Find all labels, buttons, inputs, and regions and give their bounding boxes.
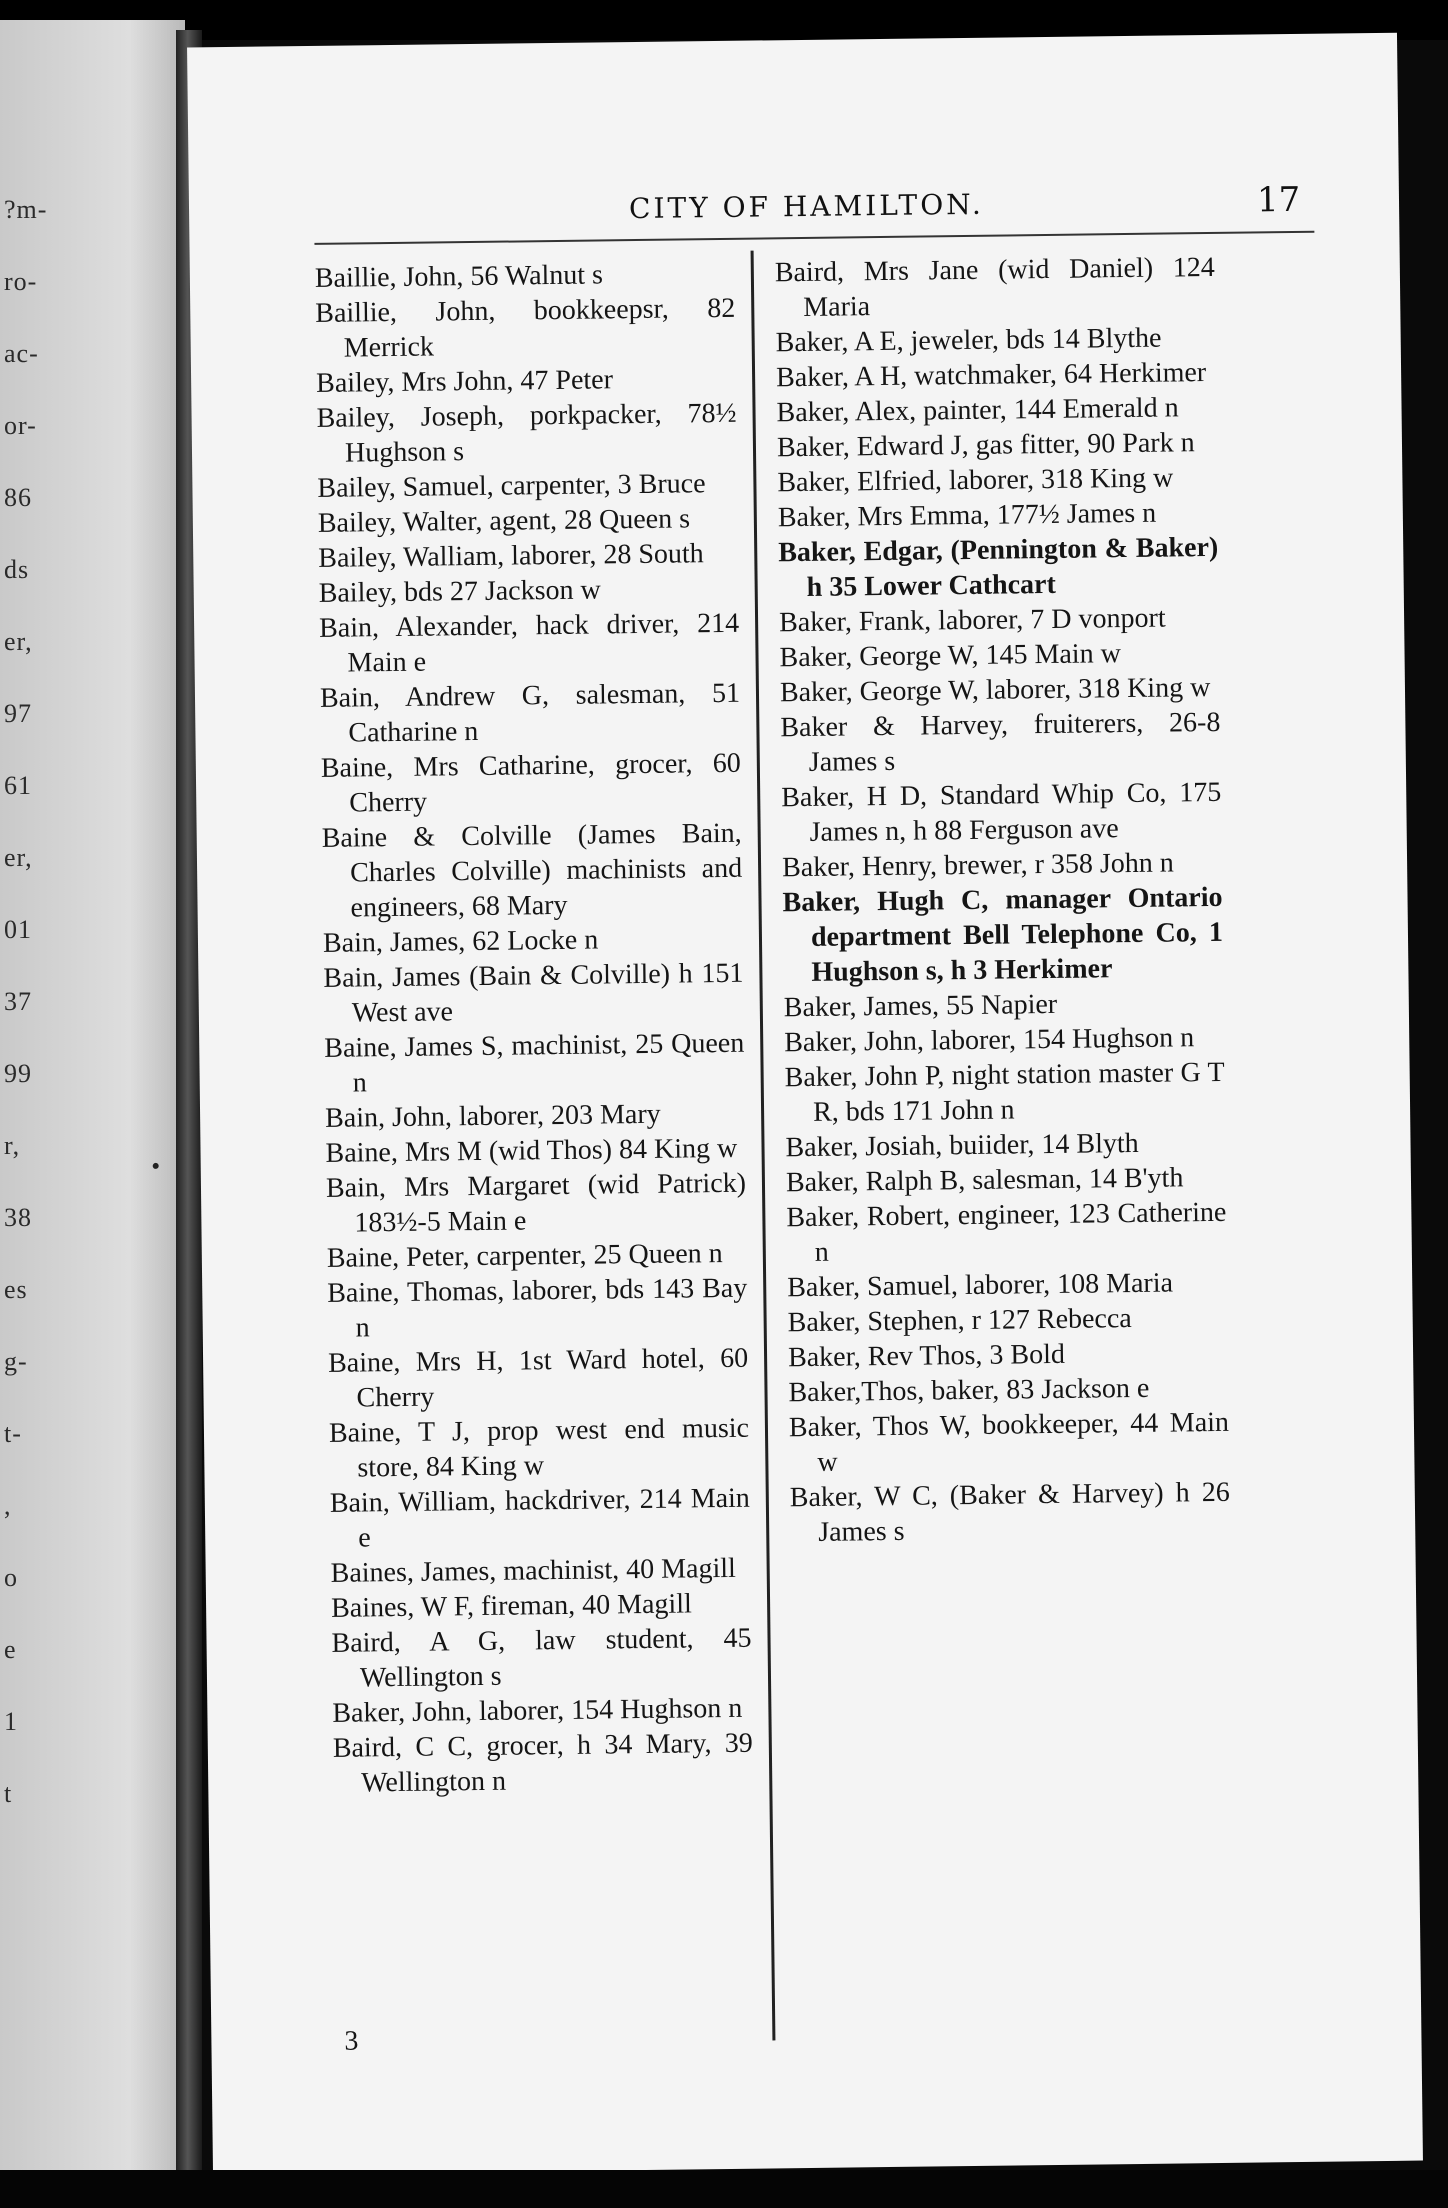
directory-entry: Baker, Thos W, bookkeeper, 44 Main w bbox=[788, 1406, 1230, 1478]
directory-entry: Baker, Stephen, r 127 Rebecca bbox=[787, 1303, 1132, 1339]
directory-entry: Baker, A H, watchmaker, 64 Herkimer bbox=[775, 357, 1207, 394]
facing-page-fragment: 97 bbox=[4, 699, 32, 728]
directory-entry: Baker, Rev Thos, 3 Bold bbox=[787, 1338, 1066, 1374]
directory-entry: Baird, C C, grocer, h 34 Mary, 39 Wellington n bbox=[332, 1727, 753, 1799]
directory-entry: Baillie, John, 56 Walnut s bbox=[314, 259, 604, 294]
directory-entry: Baker, John P, night station master G T R, bds 171 John n bbox=[784, 1056, 1225, 1128]
directory-entry: Baker, Edward J, gas fitter, 90 Park n bbox=[776, 427, 1195, 464]
directory-entry: Baines, W F, fireman, 40 Magill bbox=[330, 1588, 692, 1624]
facing-page-fragment: o bbox=[4, 1563, 18, 1592]
directory-entry: Bain, James, 62 Locke n bbox=[322, 924, 599, 959]
column-divider bbox=[751, 251, 776, 2041]
directory-entry: Baine, Mrs H, 1st Ward hotel, 60 Cherry bbox=[327, 1342, 749, 1414]
directory-entry: Bailey, Mrs John, 47 Peter bbox=[315, 364, 614, 399]
facing-page-fragment: 37 bbox=[4, 987, 32, 1016]
directory-entry: Baker & Harvey, fruiterers, 26-8 James s bbox=[780, 706, 1221, 778]
facing-page-fragment: e bbox=[4, 1635, 17, 1664]
facing-page-fragment: or- bbox=[4, 411, 37, 440]
facing-page-fragment: t- bbox=[4, 1419, 22, 1448]
directory-entry: Baird, A G, law student, 45 Wellington s bbox=[331, 1622, 752, 1694]
running-head: CITY OF HAMILTON. bbox=[628, 187, 984, 226]
directory-entry: Baker, James, 55 Napier bbox=[783, 988, 1058, 1024]
directory-entry: Baker, John, laborer, 154 Hughson n bbox=[332, 1692, 743, 1729]
facing-page-fragment: r, bbox=[4, 1131, 21, 1160]
facing-page-fragment: er, bbox=[4, 843, 33, 872]
directory-entry: Baker, George W, laborer, 318 King w bbox=[779, 672, 1211, 709]
directory-entry: Baker, Elfried, laborer, 318 King w bbox=[777, 462, 1174, 499]
directory-entry: Baker, Alex, painter, 144 Emerald n bbox=[776, 392, 1179, 429]
ink-speck bbox=[153, 1163, 159, 1169]
facing-page-edge bbox=[0, 20, 185, 2170]
directory-entry: Bain, Alexander, hack driver, 214 Main e bbox=[318, 607, 740, 679]
directory-entry: Bailey, bds 27 Jackson w bbox=[318, 574, 601, 609]
facing-page-fragment: es bbox=[4, 1275, 28, 1304]
directory-entry: Bain, John, laborer, 203 Mary bbox=[324, 1098, 661, 1134]
directory-entry: Bailey, Joseph, porkpacker, 78½ Hughson s bbox=[316, 397, 737, 469]
directory-entry: Baines, James, machinist, 40 Magill bbox=[330, 1552, 737, 1589]
facing-page-fragment: 1 bbox=[4, 1707, 18, 1736]
facing-page-fragment: , bbox=[4, 1491, 12, 1520]
directory-entry: Baker, Edgar, (Pennington & Baker) h 35 Lower Cathcart bbox=[778, 531, 1219, 603]
facing-page-fragment: 61 bbox=[4, 771, 32, 800]
directory-entry: Baker, A E, jeweler, bds 14 Blythe bbox=[775, 322, 1162, 359]
facing-page-fragment: ds bbox=[4, 555, 30, 584]
facing-page-fragment: 86 bbox=[4, 483, 32, 512]
directory-entry: Baker, George W, 145 Main w bbox=[779, 638, 1122, 674]
directory-entry: Bain, Mrs Margaret (wid Patrick) 183½-5 Main e bbox=[325, 1167, 747, 1239]
directory-page bbox=[187, 33, 1423, 2176]
directory-entry: Baine, Mrs Catharine, grocer, 60 Cherry bbox=[320, 747, 742, 819]
directory-entry: Baker, Hugh C, manager Ontario department Bell Telephone Co, 1 Hughson s, h 3 Herkimer bbox=[782, 881, 1224, 988]
directory-entry: Baker,Thos, baker, 83 Jackson e bbox=[788, 1372, 1150, 1409]
signature-mark: 3 bbox=[344, 2025, 359, 2057]
directory-entry: Baine, T J, prop west end music store, 84 King w bbox=[328, 1412, 750, 1484]
facing-page-fragment: ac- bbox=[4, 339, 39, 368]
directory-entry: Baine & Colville (James Bain, Charles Colville) machinists and engineers, 68 Mary bbox=[321, 817, 743, 924]
facing-page-fragment: 01 bbox=[4, 915, 32, 944]
facing-page-fragment: 38 bbox=[4, 1203, 32, 1232]
right-column bbox=[775, 250, 1231, 1550]
directory-entry: Baker, Henry, brewer, r 358 John n bbox=[781, 847, 1174, 884]
directory-entry: Baine, Mrs M (wid Thos) 84 King w bbox=[325, 1132, 738, 1169]
directory-entry: Baker, Josiah, buiider, 14 Blyth bbox=[785, 1127, 1139, 1164]
page-number: 17 bbox=[1256, 179, 1301, 221]
facing-page-fragment: ro- bbox=[4, 267, 38, 296]
header-rule bbox=[314, 231, 1314, 245]
directory-entry: Baker, Ralph B, salesman, 14 B'yth bbox=[785, 1162, 1184, 1199]
facing-page-fragment: 99 bbox=[4, 1059, 32, 1088]
facing-page-fragment: t bbox=[4, 1779, 13, 1808]
facing-page-fragment: er, bbox=[4, 627, 33, 656]
directory-entry: Baker, Frank, laborer, 7 D vonport bbox=[778, 602, 1166, 639]
directory-entry: Baker, H D, Standard Whip Co, 175 James n, h 88 Ferguson ave bbox=[781, 776, 1222, 848]
directory-entry: Baine, Thomas, laborer, bds 143 Bay n bbox=[327, 1272, 748, 1344]
directory-entry: Baird, Mrs Jane (wid Daniel) 124 Maria bbox=[774, 251, 1215, 323]
directory-entry: Baillie, John, bookkeepsr, 82 Merrick bbox=[315, 292, 736, 364]
directory-entry: Baker, Samuel, laborer, 108 Maria bbox=[787, 1267, 1174, 1304]
directory-entry: Baine, Peter, carpenter, 25 Queen n bbox=[326, 1238, 723, 1274]
directory-entry: Bain, James (Bain & Colville) h 151 West ave bbox=[323, 957, 744, 1029]
directory-entry: Baker, Robert, engineer, 123 Catherine n bbox=[786, 1196, 1227, 1268]
directory-entry: Baine, James S, machinist, 25 Queen n bbox=[324, 1027, 745, 1099]
directory-entry: Bailey, Samuel, carpenter, 3 Bruce bbox=[317, 468, 706, 504]
scan-bottom-border bbox=[0, 2170, 1448, 2208]
left-column bbox=[315, 256, 754, 1801]
directory-entry: Bain, Andrew G, salesman, 51 Catharine n bbox=[319, 677, 741, 749]
directory-entry: Baker, John, laborer, 154 Hughson n bbox=[784, 1022, 1195, 1059]
facing-page-fragment: ?m- bbox=[4, 195, 48, 224]
directory-entry: Bailey, Walliam, laborer, 28 South bbox=[318, 538, 704, 574]
directory-entry: Bailey, Walter, agent, 28 Queen s bbox=[317, 503, 691, 539]
directory-entry: Baker, W C, (Baker & Harvey) h 26 James s bbox=[789, 1476, 1230, 1548]
directory-entry: Baker, Mrs Emma, 177½ James n bbox=[777, 497, 1157, 534]
facing-page-fragment: g- bbox=[4, 1347, 28, 1376]
directory-entry: Bain, William, hackdriver, 214 Main e bbox=[329, 1482, 751, 1554]
